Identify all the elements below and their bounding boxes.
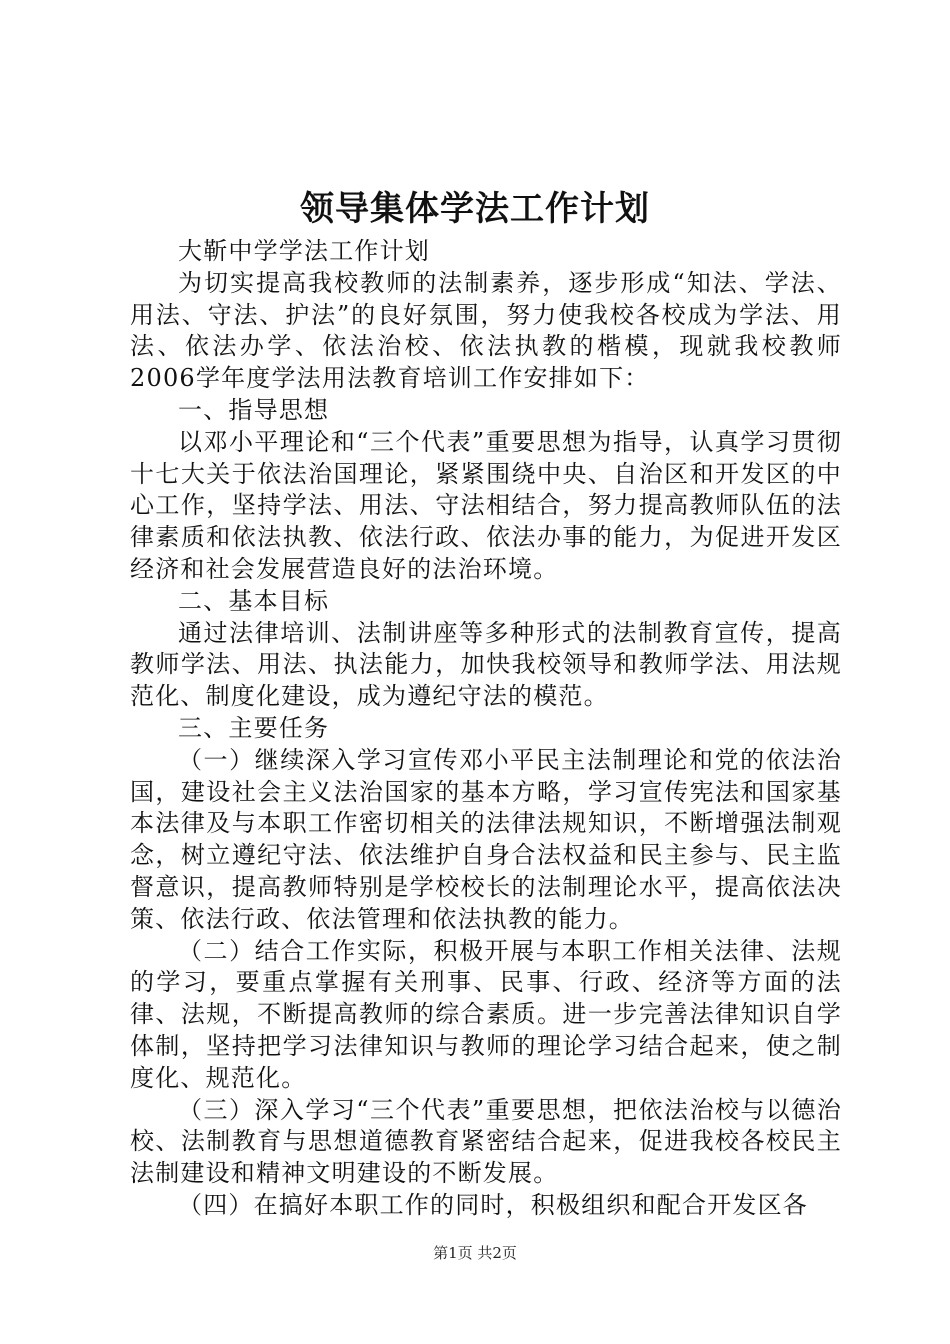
- paragraph-basic-goals: 通过法律培训、法制讲座等多种形式的法制教育宣传，提高教师学法、用法、执法能力，加快我校领导和教师学法、用法规范化、制度化建设，成为遵纪守法的模范。: [130, 618, 842, 711]
- section-heading-basic-goals: 二、基本目标: [178, 586, 330, 615]
- paragraph-task-4: （四）在搞好本职工作的同时，积极组织和配合开发区各: [178, 1190, 808, 1219]
- paragraph-intro: 为切实提高我校教师的法制素养，逐步形成“知法、学法、用法、守法、护法”的良好氛围，努力使我校各校成为学法、用法、依法办学、依法治校、依法执教的楷模，现就我校教师2006学年度学法用法教育培训工作安排如下：: [130, 268, 842, 393]
- document-title: 领导集体学法工作计划: [300, 189, 650, 229]
- paragraph-guiding-ideology: 以邓小平理论和“三个代表”重要思想为指导，认真学习贯彻十七大关于依法治国理论，紧紧围绕中央、自治区和开发区的中心工作，坚持学法、用法、守法相结合，努力提高教师队伍的法律素质和依法执教、依法行政、依法办事的能力，为促进开发区经济和社会发展营造良好的法治环境。: [130, 427, 842, 583]
- paragraph-task-3: （三）深入学习“三个代表”重要思想，把依法治校与以德治校、法制教育与思想道德教育紧密结合起来，促进我校各校民主法制建设和精神文明建设的不断发展。: [130, 1095, 842, 1188]
- section-heading-guiding-ideology: 一、指导思想: [178, 395, 330, 424]
- paragraph-school-plan-heading: 大靳中学学法工作计划: [178, 237, 430, 265]
- paragraph-task-2: （二）结合工作实际，积极开展与本职工作相关法律、法规的学习，要重点掌握有关刑事、民事、行政、经济等方面的法律、法规，不断提高教师的综合素质。进一步完善法律知识自学体制，坚持把学习法律知识与教师的理论学习结合起来，使之制度化、规范化。: [130, 936, 842, 1092]
- document-body: [130, 236, 842, 1222]
- section-heading-main-tasks: 三、主要任务: [178, 713, 330, 742]
- page-footer: 第1页 共2页: [433, 1244, 517, 1262]
- paragraph-task-1: （一）继续深入学习宣传邓小平民主法制理论和党的依法治国，建设社会主义法治国家的基本方略，学习宣传宪法和国家基本法律及与本职工作密切相关的法律法规知识，不断增强法制观念，树立遵纪守法、依法维护自身合法权益和民主参与、民主监督意识，提高教师特别是学校校长的法制理论水平，提高依法决策、依法行政、依法管理和依法执教的能力。: [130, 745, 842, 933]
